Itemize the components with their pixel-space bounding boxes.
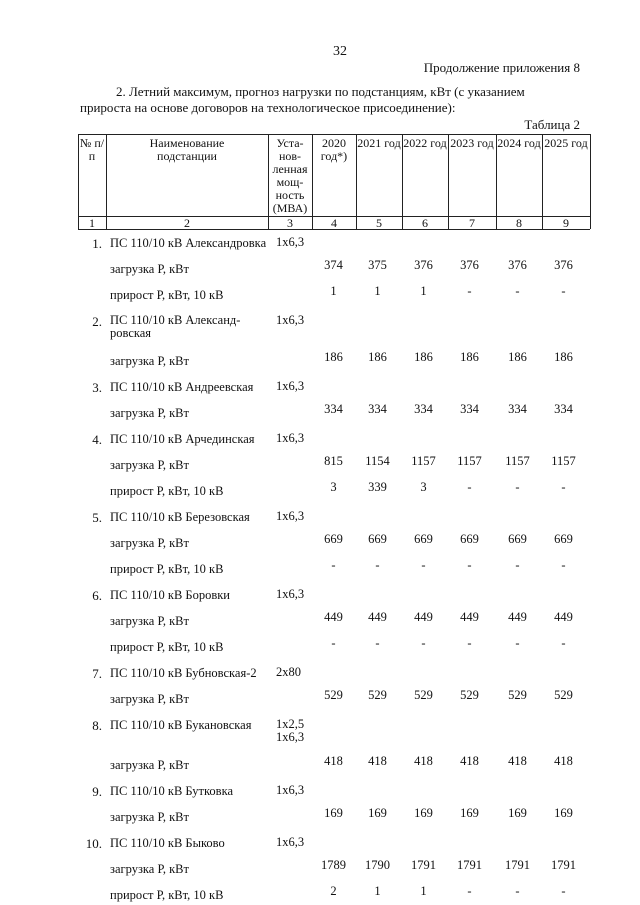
metric-label: загрузка Р, кВт bbox=[110, 262, 189, 276]
substation-capacity: 1х6,3 bbox=[276, 379, 305, 393]
value-cell: 1154 bbox=[365, 454, 390, 468]
value-cell: - bbox=[515, 636, 520, 650]
value-cell: 669 bbox=[554, 532, 573, 546]
value-cell: 169 bbox=[508, 806, 527, 820]
substation-name: ПС 110/10 кВ Арчединская bbox=[110, 432, 255, 446]
header-year-2025: 2025 год bbox=[544, 136, 588, 150]
value-cell: - bbox=[561, 884, 566, 898]
intro-paragraph bbox=[80, 84, 580, 116]
value-cell: - bbox=[467, 284, 472, 298]
substation-capacity: 2х80 bbox=[276, 665, 301, 679]
value-cell: - bbox=[421, 558, 426, 572]
value-cell: 374 bbox=[324, 258, 343, 272]
substation-index: 4. bbox=[92, 432, 102, 447]
metric-label: загрузка Р, кВт bbox=[110, 536, 189, 550]
table-column-rule bbox=[590, 134, 591, 229]
value-cell: 169 bbox=[324, 806, 343, 820]
value-cell: - bbox=[467, 884, 472, 898]
value-cell: - bbox=[561, 636, 566, 650]
substation-name: ПС 110/10 кВ Бутковка bbox=[110, 784, 234, 798]
header-number: № п/п bbox=[79, 136, 105, 163]
value-cell: - bbox=[515, 284, 520, 298]
value-cell: 418 bbox=[508, 754, 527, 768]
value-cell: 1 bbox=[374, 884, 381, 898]
value-cell: 449 bbox=[324, 610, 343, 624]
value-cell: 186 bbox=[460, 350, 479, 364]
value-cell: 1157 bbox=[505, 454, 530, 468]
value-cell: - bbox=[515, 558, 520, 572]
value-cell: 1 bbox=[374, 284, 381, 298]
substation-capacity: 1х6,3 bbox=[276, 783, 305, 797]
value-cell: - bbox=[515, 884, 520, 898]
value-cell: 169 bbox=[368, 806, 387, 820]
substation-name: ПС 110/10 кВ Боровки bbox=[110, 588, 231, 602]
substation-index: 8. bbox=[92, 718, 102, 733]
column-number: 3 bbox=[287, 216, 293, 230]
substation-name: ПС 110/10 кВ Бубновская-2 bbox=[110, 666, 257, 680]
value-cell: 334 bbox=[554, 402, 573, 416]
substation-index: 10. bbox=[85, 836, 102, 851]
metric-label: загрузка Р, кВт bbox=[110, 810, 189, 824]
value-cell: 1157 bbox=[457, 454, 482, 468]
value-cell: - bbox=[515, 480, 520, 494]
header-year-2024: 2024 год bbox=[497, 136, 541, 150]
value-cell: 669 bbox=[324, 532, 343, 546]
value-cell: 449 bbox=[508, 610, 527, 624]
value-cell: 1791 bbox=[411, 858, 436, 872]
value-cell: 418 bbox=[324, 754, 343, 768]
column-number: 4 bbox=[331, 216, 337, 230]
column-number: 1 bbox=[89, 216, 95, 230]
value-cell: 418 bbox=[554, 754, 573, 768]
substation-name: ПС 110/10 кВ Александ-ровская bbox=[110, 313, 241, 340]
value-cell: 529 bbox=[554, 688, 573, 702]
substation-index: 5. bbox=[92, 510, 102, 525]
value-cell: 669 bbox=[414, 532, 433, 546]
value-cell: 669 bbox=[460, 532, 479, 546]
substation-capacity: 1х6,3 bbox=[276, 587, 305, 601]
value-cell: 449 bbox=[460, 610, 479, 624]
value-cell: 376 bbox=[508, 258, 527, 272]
value-cell: 2 bbox=[330, 884, 337, 898]
value-cell: 186 bbox=[414, 350, 433, 364]
value-cell: 334 bbox=[324, 402, 343, 416]
value-cell: 169 bbox=[554, 806, 573, 820]
substation-index: 7. bbox=[92, 666, 102, 681]
column-number: 5 bbox=[376, 216, 382, 230]
value-cell: 376 bbox=[414, 258, 433, 272]
header-year-2023: 2023 год bbox=[450, 136, 494, 150]
value-cell: 1791 bbox=[505, 858, 530, 872]
value-cell: 169 bbox=[460, 806, 479, 820]
substation-capacity: 1х6,3 bbox=[276, 431, 305, 445]
value-cell: 529 bbox=[508, 688, 527, 702]
substation-capacity: 1х2,5 1х6,3 bbox=[276, 717, 305, 744]
value-cell: 186 bbox=[554, 350, 573, 364]
substation-index: 1. bbox=[92, 236, 102, 251]
intro-line-1: 2. Летний максимум, прогноз нагрузки по подстанциям, кВт (с указанием bbox=[116, 84, 525, 99]
value-cell: 449 bbox=[368, 610, 387, 624]
substation-index: 9. bbox=[92, 784, 102, 799]
table-label: Таблица 2 bbox=[524, 117, 580, 132]
value-cell: - bbox=[331, 558, 336, 572]
substation-index: 3. bbox=[92, 380, 102, 395]
value-cell: 1 bbox=[420, 884, 427, 898]
value-cell: - bbox=[467, 636, 472, 650]
value-cell: - bbox=[467, 558, 472, 572]
value-cell: 1789 bbox=[321, 858, 346, 872]
column-number: 7 bbox=[469, 216, 475, 230]
value-cell: 334 bbox=[414, 402, 433, 416]
header-year-2020: 2020 год*) bbox=[320, 136, 348, 163]
value-cell: 334 bbox=[460, 402, 479, 416]
value-cell: 1157 bbox=[411, 454, 436, 468]
metric-label: прирост Р, кВт, 10 кВ bbox=[110, 288, 224, 302]
value-cell: 815 bbox=[324, 454, 343, 468]
substation-capacity: 1х6,3 bbox=[276, 835, 305, 849]
column-number: 2 bbox=[184, 216, 190, 230]
header-year-2022: 2022 год bbox=[403, 136, 447, 150]
substation-name: ПС 110/10 кВ Быково bbox=[110, 836, 225, 850]
value-cell: 3 bbox=[330, 480, 337, 494]
substation-capacity: 1х6,3 bbox=[276, 313, 305, 327]
value-cell: 1791 bbox=[551, 858, 576, 872]
value-cell: 1791 bbox=[457, 858, 482, 872]
substation-capacity: 1х6,3 bbox=[276, 235, 305, 249]
value-cell: - bbox=[561, 480, 566, 494]
value-cell: 449 bbox=[554, 610, 573, 624]
substation-name: ПС 110/10 кВ Андреевская bbox=[110, 380, 254, 394]
table-rule bbox=[78, 134, 590, 135]
value-cell: - bbox=[561, 558, 566, 572]
value-cell: 418 bbox=[414, 754, 433, 768]
column-number: 9 bbox=[563, 216, 569, 230]
value-cell: 186 bbox=[368, 350, 387, 364]
metric-label: прирост Р, кВт, 10 кВ bbox=[110, 484, 224, 498]
value-cell: 1 bbox=[330, 284, 337, 298]
value-cell: 418 bbox=[368, 754, 387, 768]
value-cell: 529 bbox=[368, 688, 387, 702]
value-cell: - bbox=[467, 480, 472, 494]
metric-label: загрузка Р, кВт bbox=[110, 458, 189, 472]
metric-label: загрузка Р, кВт bbox=[110, 862, 189, 876]
value-cell: 3 bbox=[420, 480, 427, 494]
value-cell: - bbox=[375, 636, 380, 650]
value-cell: 449 bbox=[414, 610, 433, 624]
value-cell: 669 bbox=[368, 532, 387, 546]
substation-index: 2. bbox=[92, 314, 102, 329]
value-cell: 529 bbox=[324, 688, 343, 702]
metric-label: прирост Р, кВт, 10 кВ bbox=[110, 888, 224, 902]
value-cell: 186 bbox=[508, 350, 527, 364]
metric-label: загрузка Р, кВт bbox=[110, 354, 189, 368]
header-substation-name: Наименование подстанции bbox=[149, 136, 225, 163]
value-cell: 529 bbox=[460, 688, 479, 702]
value-cell: 334 bbox=[368, 402, 387, 416]
intro-line-2: прироста на основе договоров на технологическое присоединение): bbox=[80, 100, 456, 115]
substation-capacity: 1х6,3 bbox=[276, 509, 305, 523]
value-cell: 529 bbox=[414, 688, 433, 702]
value-cell: 375 bbox=[368, 258, 387, 272]
metric-label: прирост Р, кВт, 10 кВ bbox=[110, 562, 224, 576]
column-number: 8 bbox=[516, 216, 522, 230]
value-cell: 339 bbox=[368, 480, 387, 494]
appendix-caption: Продолжение приложения 8 bbox=[423, 60, 580, 75]
value-cell: - bbox=[331, 636, 336, 650]
metric-label: загрузка Р, кВт bbox=[110, 758, 189, 772]
substation-index: 6. bbox=[92, 588, 102, 603]
value-cell: 169 bbox=[414, 806, 433, 820]
value-cell: 334 bbox=[508, 402, 527, 416]
value-cell: - bbox=[561, 284, 566, 298]
value-cell: 1790 bbox=[365, 858, 390, 872]
page-number: 32 bbox=[333, 44, 347, 59]
value-cell: 1 bbox=[420, 284, 427, 298]
substation-name: ПС 110/10 кВ Букановская bbox=[110, 718, 252, 732]
metric-label: загрузка Р, кВт bbox=[110, 692, 189, 706]
value-cell: 669 bbox=[508, 532, 527, 546]
column-number: 6 bbox=[422, 216, 428, 230]
metric-label: загрузка Р, кВт bbox=[110, 614, 189, 628]
value-cell: 376 bbox=[554, 258, 573, 272]
value-cell: 376 bbox=[460, 258, 479, 272]
value-cell: 186 bbox=[324, 350, 343, 364]
header-capacity: Уста-нов-ленная мощ-ность (МВА) bbox=[272, 136, 308, 215]
metric-label: загрузка Р, кВт bbox=[110, 406, 189, 420]
value-cell: 1157 bbox=[551, 454, 576, 468]
substation-name: ПС 110/10 кВ Березовская bbox=[110, 510, 250, 524]
value-cell: - bbox=[421, 636, 426, 650]
value-cell: 418 bbox=[460, 754, 479, 768]
value-cell: - bbox=[375, 558, 380, 572]
substation-name: ПС 110/10 кВ Александровка bbox=[110, 236, 267, 250]
metric-label: прирост Р, кВт, 10 кВ bbox=[110, 640, 224, 654]
header-year-2021: 2021 год bbox=[357, 136, 401, 150]
